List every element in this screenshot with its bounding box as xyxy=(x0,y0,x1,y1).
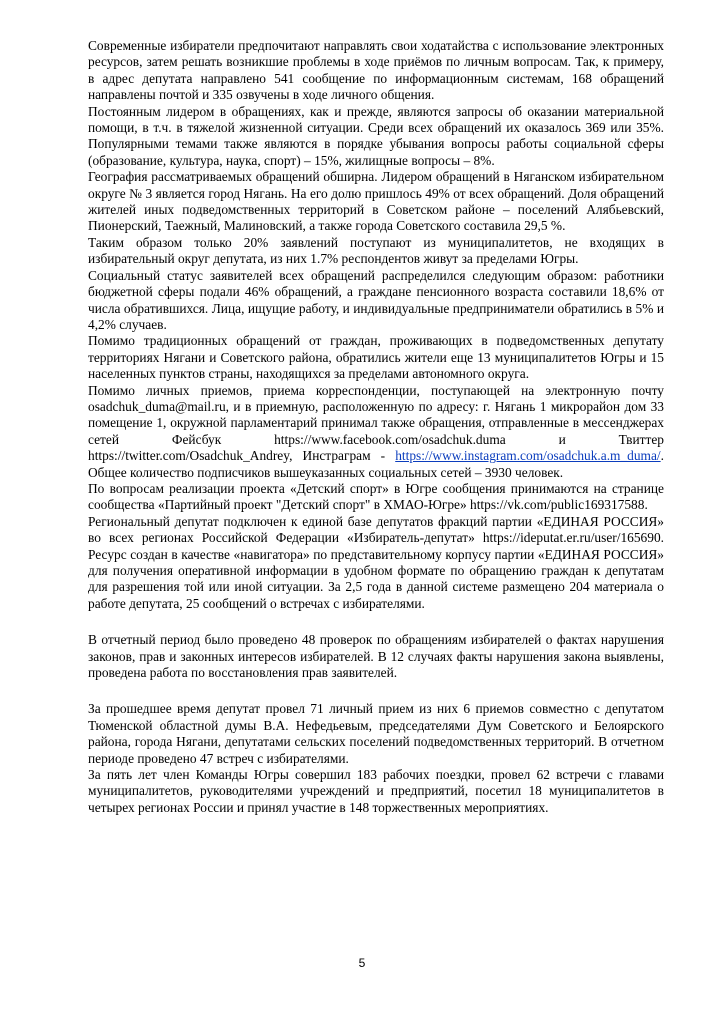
paragraph-checks: В отчетный период было проведено 48 проверок по обращениям избирателей о фактах нарушения законов, прав и законных интересов избирателей. В 12 случаях факты нарушения закона выявлены, проведена работа по восстановления прав заявителей. xyxy=(88,632,664,681)
paragraph-contacts xyxy=(88,383,664,481)
paragraph-children-sport: По вопросам реализации проекта «Детский спорт» в Югре сообщения принимаются на странице сообщества «Партийный проект "Детский спорт" в ХМАО-Югре» https://vk.com/public169317588. xyxy=(88,480,664,513)
instagram-link[interactable]: https://www.instagram.com/osadchuk.a.m_duma/ xyxy=(395,448,661,464)
paragraph-social-status: Социальный статус заявителей всех обращений распределился следующим образом: работники бюджетной сферы подали 46% обращений, а граждане пенсионного возраста составили 18,6% от числа обратившихся. Лица, ищущие работу, и индивидуальные предприниматели обратились в 5% и 4,2% случаев. xyxy=(88,267,664,332)
page-number: 5 xyxy=(358,956,366,970)
paragraph-ideputat: Региональный депутат подключен к единой базе депутатов фракций партии «ЕДИНАЯ РОССИЯ» во всех регионах Российской Федерации «Избиратель-депутат» https://ideputat.er.ru/user/165690. Ресурс создан в качестве «навигатора» по представительному корпусу партии «ЕДИНАЯ РОССИЯ» для получения оперативной информации в удобном формате по обращению граждан к депутатам для разрешения той или иной ситуации. За 2,5 года в данной системе размещено 204 материала о работе депутата, 25 сообщений о встречах с избирателями. xyxy=(88,513,664,611)
paragraph-material-help: Постоянным лидером в обращениях, как и прежде, являются запросы об оказании материальной помощи, в т.ч. в тяжелой жизненной ситуации. Среди всех обращений их оказалось 369 или 35%. Популярными темами также являются в порядке убывания вопросы работы социальной сферы (образование, культура, наука, спорт) – 15%, жилищные вопросы – 8%. xyxy=(88,103,664,168)
paragraph-electronic-appeals: Современные избиратели предпочитают направлять свои ходатайства с использование электронных ресурсов, затем решать возникшие проблемы в ходе приёмов по личным вопросам. Так, к примеру, в адрес депутата направлено 541 сообщение по информационным системам, 168 обращений направлены почтой и 335 озвучены в ходе личного общения. xyxy=(88,38,664,103)
contacts-text-before: Помимо личных приемов, приема корреспонденции, поступающей на электронную почту osadchuk_duma@mail.ru, и в приемную, расположенную по адресу: г. Нягань 1 микрорайон дом 33 помещение 1, окружной парламентарий принимал также обращения, отправленные в мессенджерах сетей Фейсбук https://www.facebook.com/osadchuk.duma и Твиттер https://twitter.com/Osadchuk_Andrey, Инстраграм - xyxy=(88,382,664,464)
paragraph-personal-receptions: За прошедшее время депутат провел 71 личный прием из них 6 приемов совместно с депутатом Тюменской областной думы В.А. Нефедьевым, председателями Дум Советского и Белоярского района, города Нягани, депутатами сельских поселений подведомственных территорий. В отчетном периоде проведено 47 встреч с избирателями. xyxy=(88,701,664,766)
paragraph-geography: География рассматриваемых обращений обширна. Лидером обращений в Няганском избирательном округе № 3 является город Нягань. На его долю пришлось 49% от всех обращений. Доля обращений жителей иных подведомственных территорий в Советском районе – поселений Алябьевский, Пионерский, Таежный, Малиновский, а также города Советского составила 29,5 %. xyxy=(88,169,664,234)
paragraph-other-municipalities: Таким образом только 20% заявлений поступают из муниципалитетов, не входящих в избирательный округ депутата, из них 1.7% респондентов живут за пределами Югры. xyxy=(88,234,664,267)
contacts-text-after: . Общее количество подписчиков вышеуказанных социальных сетей – 3930 человек. xyxy=(88,448,664,480)
paragraph-working-trips: За пять лет член Команды Югры совершил 183 рабочих поездки, провел 62 встречи с главами муниципалитетов, руководителями учреждений и предприятий, посетил 18 муниципалитетов в четырех регионах России и принял участие в 148 торжественных мероприятиях. xyxy=(88,767,664,815)
paragraph-other-residents: Помимо традиционных обращений от граждан, проживающих в подведомственных депутату территориях Нягани и Советского района, обратились жители еще 13 муниципалитетов Югры и 15 населенных пунктов страны, находящихся за пределами автономного округа. xyxy=(88,333,664,382)
